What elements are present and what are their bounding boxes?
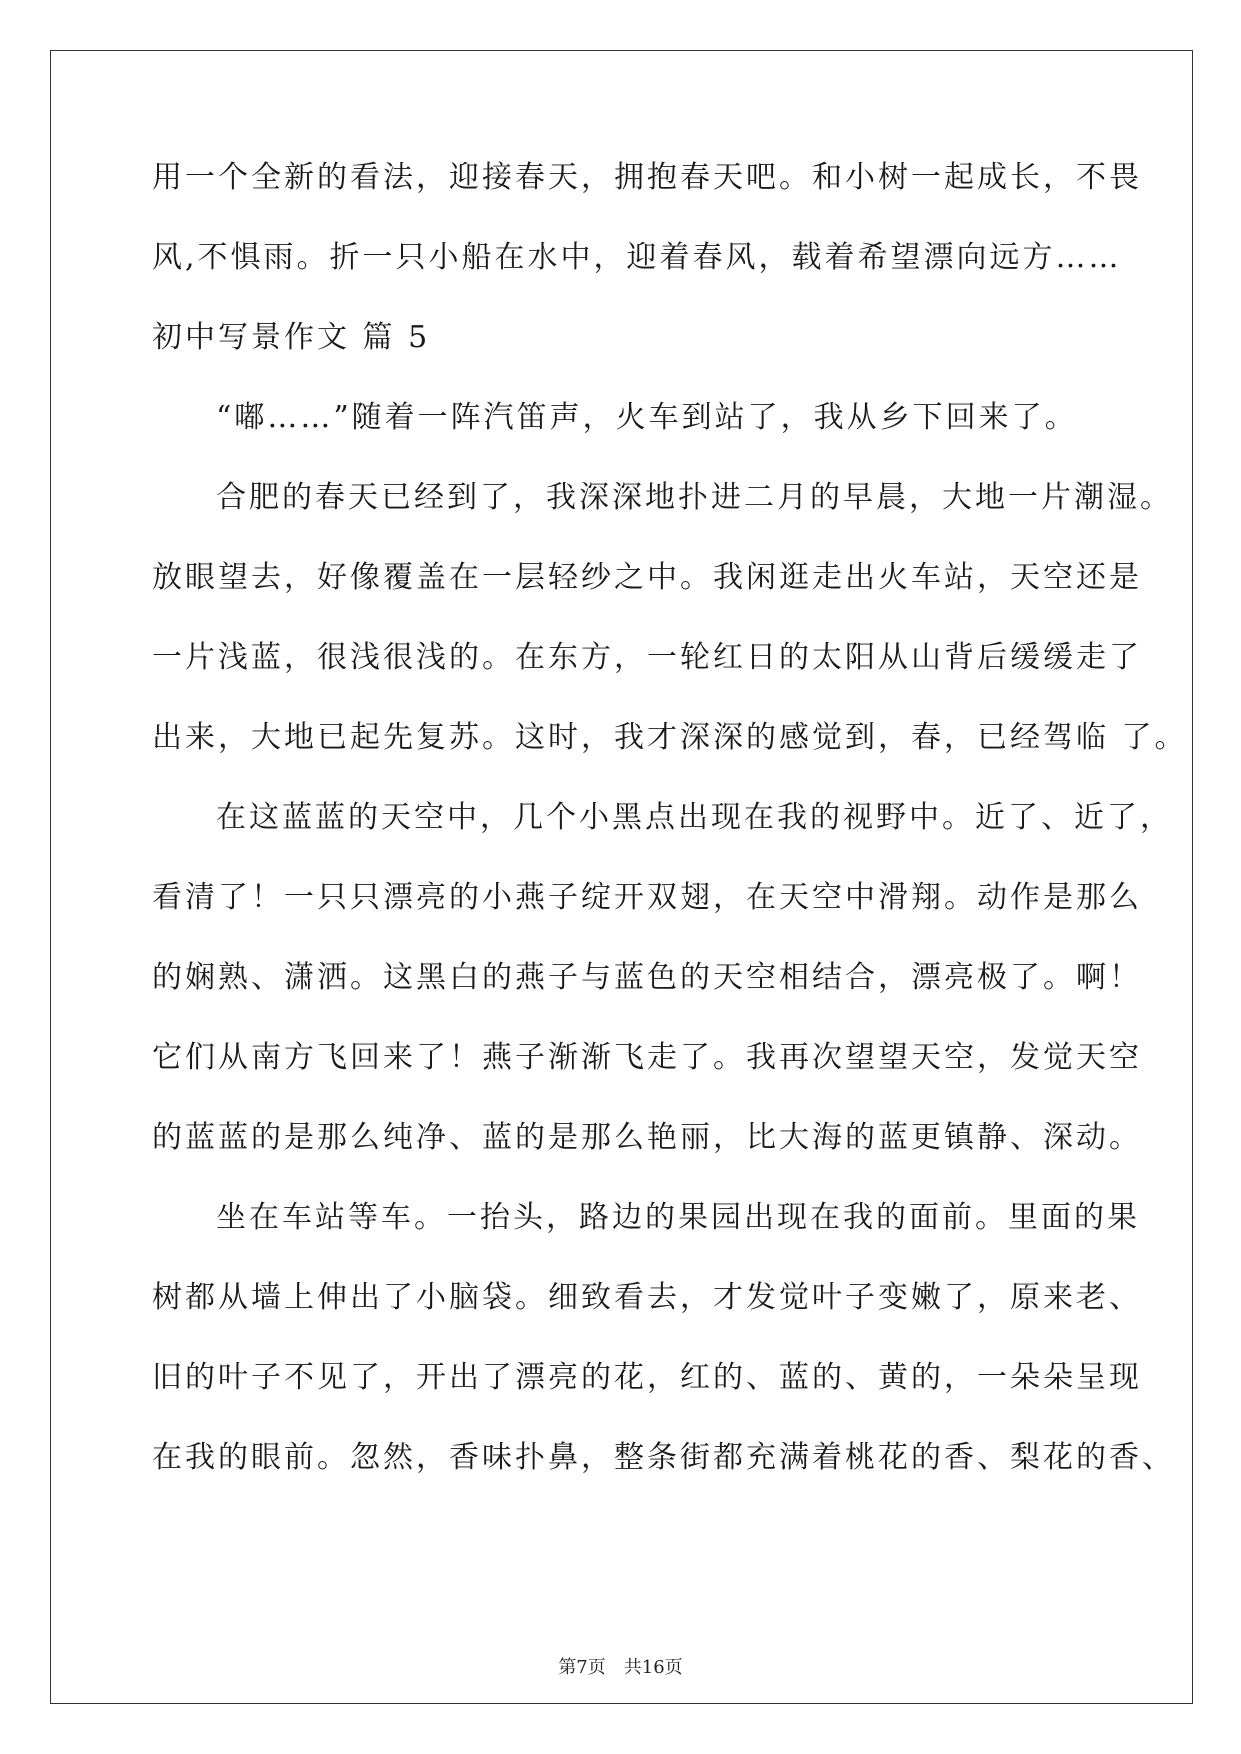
text-line: 一片浅蓝，很浅很浅的。在东方，一轮红日的太阳从山背后缓缓走了	[152, 640, 1142, 675]
page-total: 共16页	[623, 1657, 683, 1678]
text-line: “嘟……”随着一阵汽笛声，火车到站了，我从乡下回来了。	[216, 400, 1078, 435]
text-line: 用一个全新的看法，迎接春天，拥抱春天吧。和小树一起成长，不畏	[152, 160, 1142, 195]
text-line: 放眼望去，好像覆盖在一层轻纱之中。我闲逛走出火车站，天空还是	[152, 560, 1142, 595]
text-line: 树都从墙上伸出了小脑袋。细致看去，才发觉叶子变嫩了，原来老、	[152, 1280, 1142, 1315]
text-line: 的蓝蓝的是那么纯净、蓝的是那么艳丽，比大海的蓝更镇静、深动。	[152, 1120, 1142, 1155]
document-body	[152, 160, 1188, 1476]
text-line: 看清了！一只只漂亮的小燕子绽开双翅，在天空中滑翔。动作是那么	[152, 880, 1142, 915]
page-number: 第7页	[558, 1657, 606, 1678]
text-line: 风,不惧雨。折一只小船在水中，迎着春风，载着希望漂向远方……	[152, 240, 1122, 275]
text-line: 旧的叶子不见了，开出了漂亮的花，红的、蓝的、黄的，一朵朵呈现	[152, 1360, 1142, 1395]
page-footer	[0, 1658, 1241, 1678]
text-line: 在我的眼前。忽然，香味扑鼻，整条街都充满着桃花的香、梨花的香、	[152, 1440, 1175, 1475]
text-line: 合肥的春天已经到了，我深深地扑进二月的早晨，大地一片潮湿。	[216, 480, 1173, 515]
text-line: 的娴熟、潇洒。这黑白的燕子与蓝色的天空相结合，漂亮极了。啊！	[152, 960, 1142, 995]
text-line: 在这蓝蓝的天空中，几个小黑点出现在我的视野中。近了、近了，	[216, 800, 1173, 835]
text-line: 它们从南方飞回来了！燕子渐渐飞走了。我再次望望天空，发觉天空	[152, 1040, 1142, 1075]
section-heading: 初中写景作文 篇 5	[152, 320, 431, 355]
text-line: 坐在车站等车。一抬头，路边的果园出现在我的面前。里面的果	[216, 1200, 1140, 1235]
text-line: 出来，大地已起先复苏。这时，我才深深的感觉到，春，已经驾临 了。	[152, 720, 1188, 755]
